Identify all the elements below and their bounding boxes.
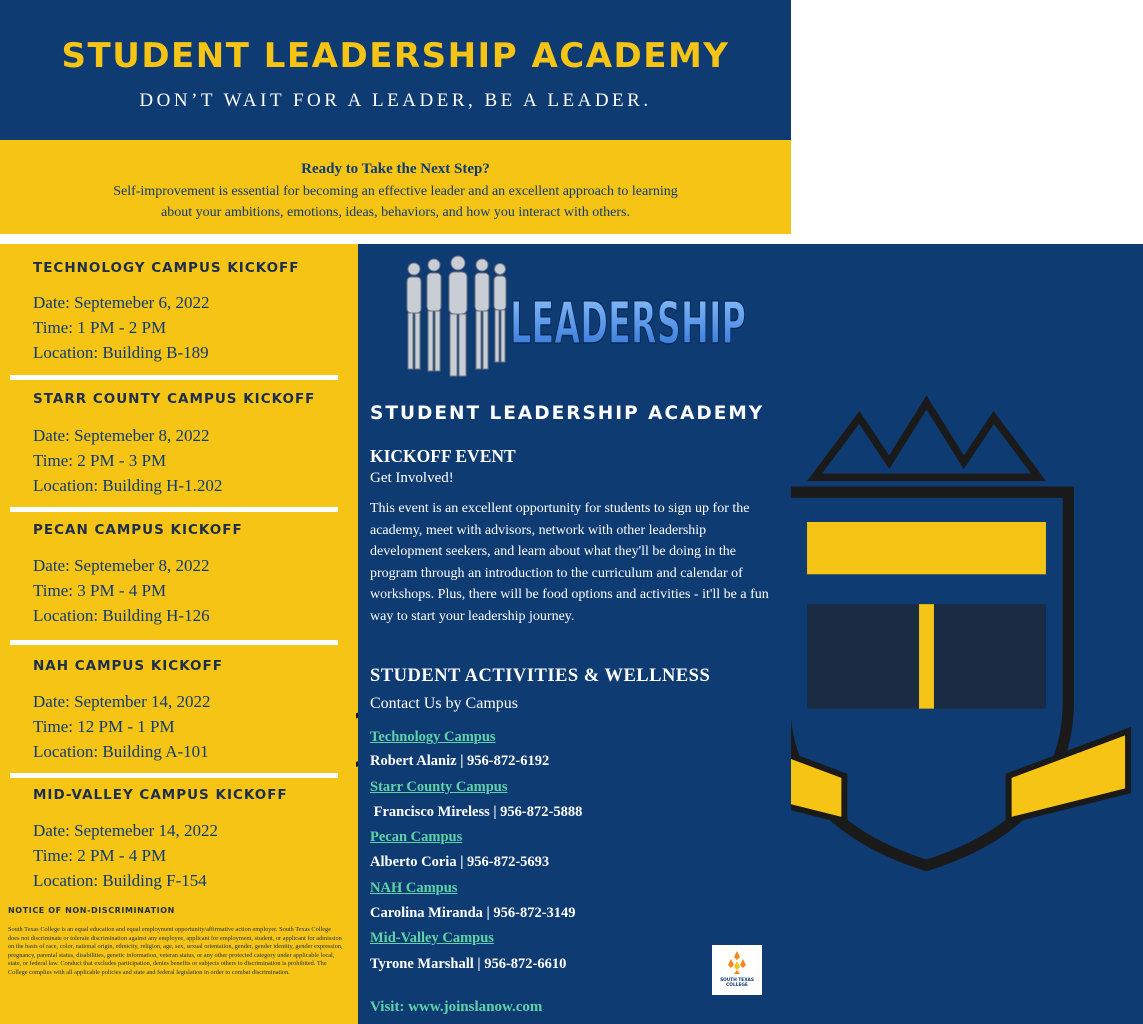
campus-location: Location: Building B-189 [33,343,209,362]
contact-pecan: Alberto Coria | 956-872-5693 [370,854,550,870]
campus-time: Time: 1 PM - 2 PM [33,318,167,337]
event-description: This event is an excellent opportunity for students to sign up for the academy, meet with advisors, network with other leadership development seekers, and learn about what they'll be doing in the program through an introduction to the curriculum and calendar of workshops. Plus, there will be food options and activities - it'll be a fun way to start your leadership journey. [370,501,769,624]
campus-heading: PECAN CAMPUS KICKOFF [33,522,243,538]
academy-title: STUDENT LEADERSHIP ACADEMY [370,403,765,424]
campus-date: Date: September 14, 2022 [33,692,211,711]
south-texas-college-logo [712,945,762,995]
campus-date: Date: Septemeber 6, 2022 [33,293,210,312]
campus-time: Time: 3 PM - 4 PM [33,581,167,600]
campus-date: Date: Septemeber 8, 2022 [33,556,210,575]
intro-band [0,140,791,234]
campus-time: Time: 12 PM - 1 PM [33,717,175,736]
divider [10,640,338,645]
kickoff-heading: KICKOFF EVENT [370,446,516,466]
contact-heading: Contact Us by Campus [370,695,518,712]
campus-heading: STARR COUNTY CAMPUS KICKOFF [33,391,316,407]
intro-title: Ready to Take the Next Step? [301,161,490,177]
campus-location: Location: Building H-126 [33,606,210,625]
contact-technology: Robert Alaniz | 956-872-6192 [370,753,550,769]
campus-heading: TECHNOLOGY CAMPUS KICKOFF [33,260,300,276]
header [0,0,791,140]
contact-nah: Carolina Miranda | 956-872-3149 [370,905,576,921]
contact-mid-valley: Tyrone Marshall | 956-872-6610 [370,956,567,972]
divider [10,773,338,778]
campus-time: Time: 2 PM - 4 PM [33,846,167,865]
campus-heading: MID-VALLEY CAMPUS KICKOFF [33,787,288,803]
campus-heading: NAH CAMPUS KICKOFF [33,658,223,674]
people-silhouette-icon [407,256,506,376]
leadership-hero-graphic [398,255,758,385]
contact-starr-county: Francisco Mireless | 956-872-5888 [370,804,583,820]
flame-icon [725,950,749,976]
notice-title: NOTICE OF NON-DISCRIMINATION [8,906,175,915]
notice-text: South Texas College is an equal education and equal employment opportunity/affirmative action employer. South Texas College does not discriminate or tolerate discrimination against any employee, applicant for employment, student, or applicant for admission on the basis of race, color, national origin, ethnicity, religion, age, sex, sexual orientation, gender, gender identity, gender expression, pregnancy, parental status, disabilities, genetic information, veteran status, or any other protected category under applicable local, state, or federal law. Conduct that excludes participation, denies benefits or subjects others to discrimination is prohibited. The College complies with all applicable policies and state and federal legislation in order to combat discrimination. [8,926,343,976]
divider [10,507,338,512]
divider [10,375,338,380]
campus-location: Location: Building H-1.202 [33,476,223,495]
activities-heading: STUDENT ACTIVITIES & WELLNESS [370,666,711,686]
page-title: STUDENT LEADERSHIP ACADEMY [61,36,730,76]
campus-link-mid-valley[interactable]: Mid-Valley Campus [370,930,494,946]
logo-line-1: SOUTH TEXAS [720,978,754,983]
campus-link-pecan[interactable]: Pecan Campus [370,829,463,845]
campus-link-technology[interactable]: Technology Campus [370,729,496,745]
intro-text: Self-improvement is essential for becoming an effective leader and an excellent approach to learning about your ambitions, emotions, ideas, behaviors, and how you interact with others. [113,184,678,220]
campus-link-starr-county[interactable]: Starr County Campus [370,779,508,795]
logo-line-2: COLLEGE [726,983,748,988]
campus-location: Location: Building F-154 [33,871,207,890]
campus-time: Time: 2 PM - 3 PM [33,451,167,470]
hero-word: LEADERSHIP [510,289,746,357]
campus-link-nah[interactable]: NAH Campus [370,880,458,896]
campus-date: Date: Septemeber 8, 2022 [33,426,210,445]
campus-location: Location: Building A-101 [33,742,209,761]
tagline: DON’T WAIT FOR A LEADER, BE A LEADER. [139,90,652,111]
website-link[interactable]: Visit: www.joinslanow.com [370,999,543,1015]
campus-date: Date: Septemeber 14, 2022 [33,821,219,840]
get-involved-subheading: Get Involved! [370,470,454,486]
